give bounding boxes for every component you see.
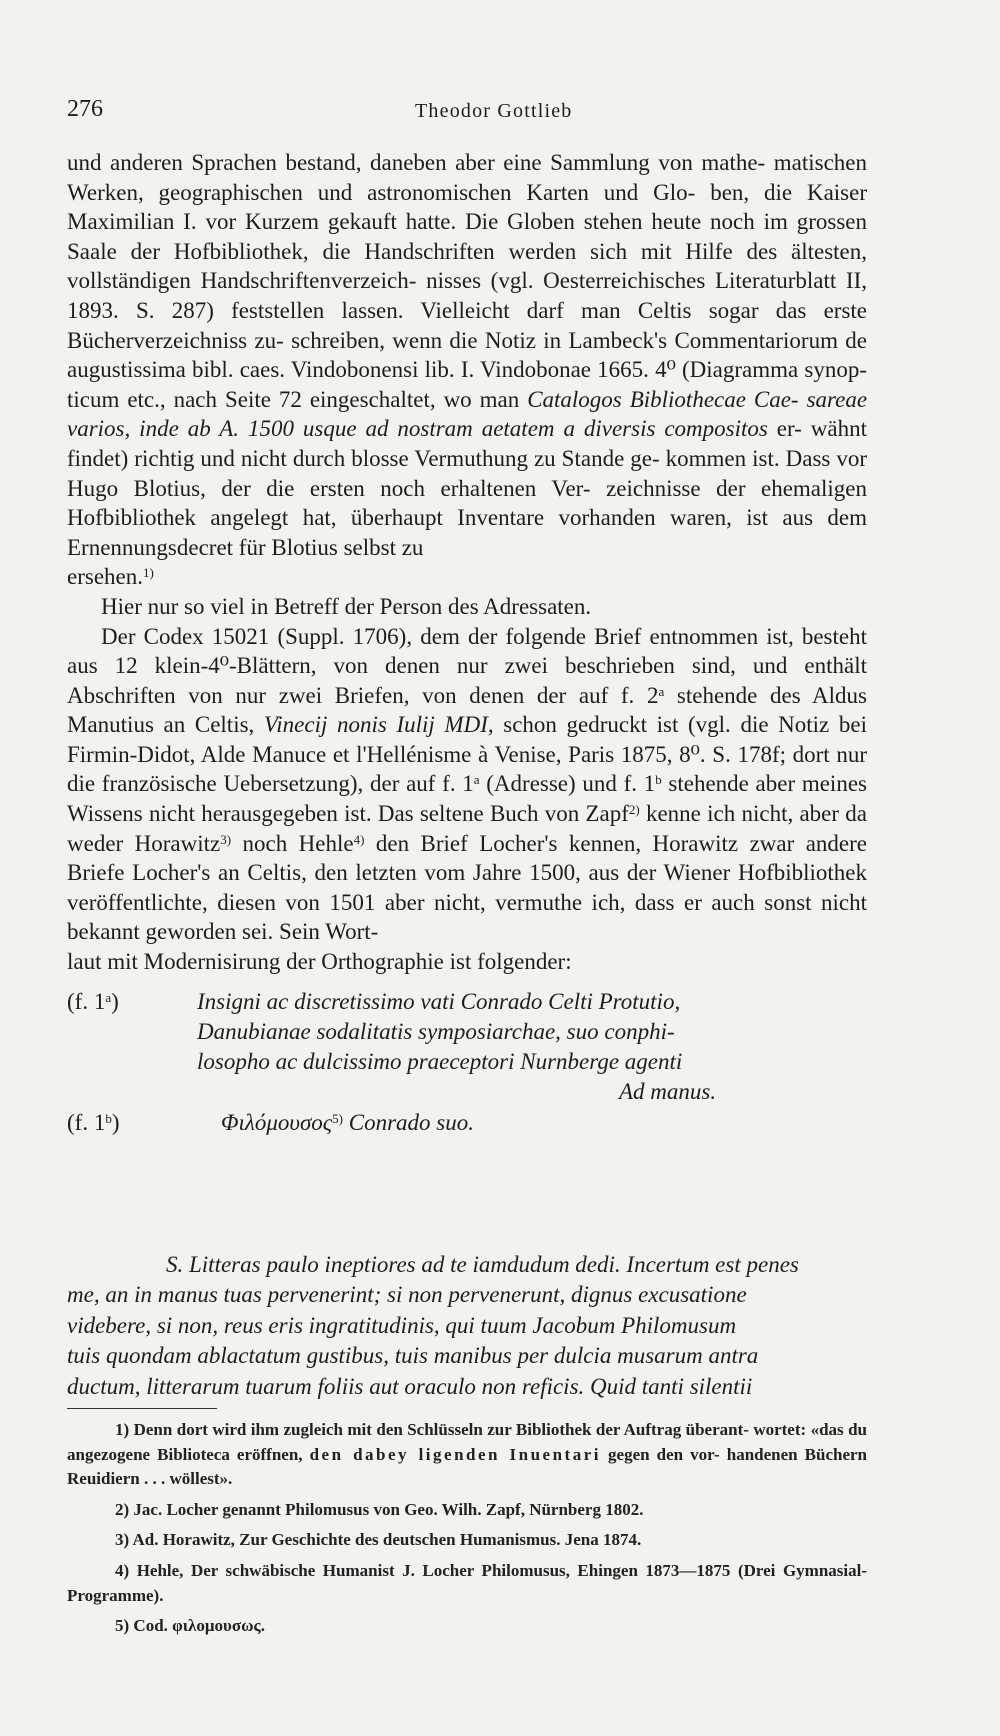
page-header bbox=[67, 96, 867, 130]
superscript: a bbox=[658, 683, 665, 699]
running-head: Theodor Gottlieb bbox=[415, 100, 573, 122]
footnote-ref: 4) bbox=[353, 831, 365, 847]
footnote-ref: 2) bbox=[628, 802, 640, 818]
footnote-3: 3) Ad. Horawitz, Zur Geschichte des deutschen Humanismus. Jena 1874. bbox=[115, 1530, 642, 1550]
text-line: stehen heute noch im grossen Saale der Hofbibliothek, die Handschriften bbox=[67, 209, 868, 264]
text-line: kenne ich nicht, aber bbox=[639, 801, 840, 827]
letter-line: tuis quondam ablactatum gustibus, tuis manibus per dulcia musarum antra bbox=[67, 1343, 759, 1369]
text-line: und anderen Sprachen bestand, daneben aber eine Sammlung von mathe- bbox=[67, 150, 766, 175]
footnote-1: 1) Denn dort wird ihm zugleich mit den Schlüsseln zur Bibliothek der Auftrag überant- wortet: «das du angezogene Biblioteca eröffnen, den dabey ligenden Inuentari gegen den vor- handenen Büchern Reuidiern . . . wöllest». bbox=[67, 1420, 867, 1489]
footnote-ref: 3) bbox=[220, 831, 232, 847]
text-line: ist, besteht aus 12 klein-4⁰-Blättern, von denen nur zwei beschrieben sind, bbox=[67, 623, 867, 679]
address-line: Ad manus. bbox=[619, 1078, 717, 1104]
text-line: werden sich mit Hilfe des ältesten, vollständigen Handschriftenverzeich- bbox=[67, 238, 867, 294]
text-line: noch Hehle bbox=[231, 830, 354, 856]
text-line: Der Codex 15021 (Suppl. 1706), dem der folgende Brief entnommen bbox=[101, 623, 759, 649]
footnote-rule bbox=[67, 1408, 217, 1409]
folio-label-1b: (f. 1$^b$) bbox=[67, 1109, 120, 1135]
greek-name: Φιλόμουσος bbox=[221, 1109, 333, 1135]
text-line: wähnt findet) richtig und nicht durch blosse Vermuthung zu Stande ge- bbox=[67, 416, 867, 471]
text-line: ersehen. bbox=[67, 564, 143, 590]
superscript: a bbox=[473, 772, 480, 788]
italic-phrase: Catalogos Bibliothecae Cae- bbox=[527, 386, 799, 412]
text-line: vermuthe ich, dass er auch sonst nicht bekannt geworden sei. Sein Wort- bbox=[67, 889, 868, 945]
footnote-5: 5) Cod. φιλομουσως. bbox=[115, 1616, 265, 1636]
text-line: nisses (vgl. Oesterreichisches Literaturblatt II, 1893. S. 287) feststellen bbox=[67, 268, 867, 323]
text-line: der auf f. 1 bbox=[370, 771, 474, 797]
text-line: à Venise, Paris 1875, 8⁰. S. 178f; dort nur die französische Uebersetzung), bbox=[67, 741, 867, 797]
text-line: den Brief Locher's kennen, Horawitz bbox=[364, 830, 739, 856]
italic-phrase: Vinecij nonis Iulij MDI, bbox=[263, 712, 494, 738]
folio-label-1a: (f. 1$^a$) bbox=[67, 988, 119, 1014]
letter-line: ductum, litterarum tuarum foliis aut oraculo non reficis. Quid tanti silentii bbox=[67, 1373, 753, 1399]
text-line: ben, die Kaiser Maximilian I. vor Kurzem gekauft hatte. Die Globen bbox=[67, 179, 868, 235]
text-line: der Wiener Hofbibliothek veröffentlichte, diesen von 1501 aber nicht, bbox=[67, 860, 867, 915]
latin-letter bbox=[67, 1250, 867, 1402]
text-line: vorhanden waren, ist aus dem Ernennungsdecret für Blotius selbst zu bbox=[67, 505, 868, 560]
letter-line: me, an in manus tuas pervenerint; si non pervenerunt, dignus excusatione bbox=[67, 1282, 747, 1308]
italic-phrase: sareae varios, inde ab A. 1500 usque ad nostram aetatem a diversis compositos bbox=[67, 386, 868, 442]
text-line: zwar andere Briefe Locher's an Celtis, den letzten vom Jahre 1500, aus bbox=[67, 830, 867, 886]
superscript: b bbox=[655, 772, 662, 788]
text-line: und enthält Abschriften von nur zwei Briefen, von denen der auf f. 2 bbox=[67, 653, 867, 708]
footnote-ref: 1) bbox=[143, 565, 154, 581]
text-line: bibl. caes. Vindobonensi lib. I. Vindobonae 1665. 4⁰ (Diagramma synop- bbox=[192, 357, 867, 383]
text-line: ticum etc., nach Seite 72 eingeschaltet, wo man bbox=[67, 386, 528, 412]
text-line: gedruckt ist (vgl. die Notiz bei Firmin-Didot, Alde Manuce et l'Hellénisme bbox=[67, 712, 868, 767]
greeting-line bbox=[221, 1108, 474, 1138]
paragraph-3-end: laut mit Modernisirung der Orthographie ist folgender: bbox=[67, 949, 572, 975]
recipient: Conrado suo. bbox=[342, 1109, 474, 1135]
text-line: matischen Werken, geographischen und astronomischen Karten und Glo- bbox=[67, 150, 868, 205]
address-line: Insigni ac discretissimo vati Conrado Celti Protutio, bbox=[197, 988, 681, 1014]
text-line: stehende des Aldus Manutius an Celtis, bbox=[67, 682, 868, 738]
paragraph-1-end bbox=[67, 562, 867, 592]
footnote-4: 4) Hehle, Der schwäbische Humanist J. Locher Philomusus, Ehingen 1873—1875 (Drei Gymnasial-Programme). bbox=[67, 1560, 867, 1605]
address-line: losopho ac dulcissimo praeceptori Nurnberge agenti bbox=[197, 1048, 683, 1074]
footnote-marker: 1) bbox=[115, 1420, 130, 1439]
letter-address bbox=[67, 987, 867, 1192]
paragraph-1 bbox=[67, 148, 867, 562]
footnotes bbox=[67, 1418, 867, 1639]
text-line: schon bbox=[493, 712, 557, 738]
text-line: er- bbox=[767, 416, 802, 442]
text-line: (Adresse) und f. 1 bbox=[479, 771, 656, 797]
footnote-ref: 5) bbox=[332, 1110, 343, 1126]
text-line: da weder Horawitz bbox=[67, 801, 867, 856]
text-line: herausgegeben ist. Das seltene Buch von Zapf bbox=[201, 801, 629, 827]
letter-line: videbere, si non, reus eris ingratitudinis, qui tuum Jacobum Philomusum bbox=[67, 1312, 737, 1338]
text-line: lassen. Vielleicht darf man Celtis sogar das erste Bücherverzeichniss zu- bbox=[67, 297, 868, 353]
text-line: kommen ist. Dass vor Hugo Blotius, der die ersten noch erhaltenen Ver- bbox=[67, 445, 867, 501]
paragraph-2: Hier nur so viel in Betreff der Person des Adressaten. bbox=[101, 593, 592, 619]
footnote-marker: 5) bbox=[115, 1616, 130, 1636]
letter-line: S. Litteras paulo ineptiores ad te iamdudum dedi. Incertum est penes bbox=[166, 1252, 799, 1277]
text-line: schreiben, wenn die Notiz in Lambeck's Commentariorum de augustissima bbox=[67, 327, 867, 383]
text-line: zeichnisse der ehemaligen Hofbibliothek angelegt hat, überhaupt Inventare bbox=[67, 475, 868, 531]
page-number: 276 bbox=[67, 96, 103, 122]
text-line: stehende aber meines Wissens nicht bbox=[67, 771, 867, 827]
main-text bbox=[67, 148, 867, 1192]
paragraph-3 bbox=[67, 622, 867, 948]
address-line: Danubianae sodalitatis symposiarchae, suo conphi- bbox=[197, 1018, 675, 1044]
footnote-2: 2) Jac. Locher genannt Philomusus von Geo. Wilh. Zapf, Nürnberg 1802. bbox=[115, 1499, 644, 1519]
